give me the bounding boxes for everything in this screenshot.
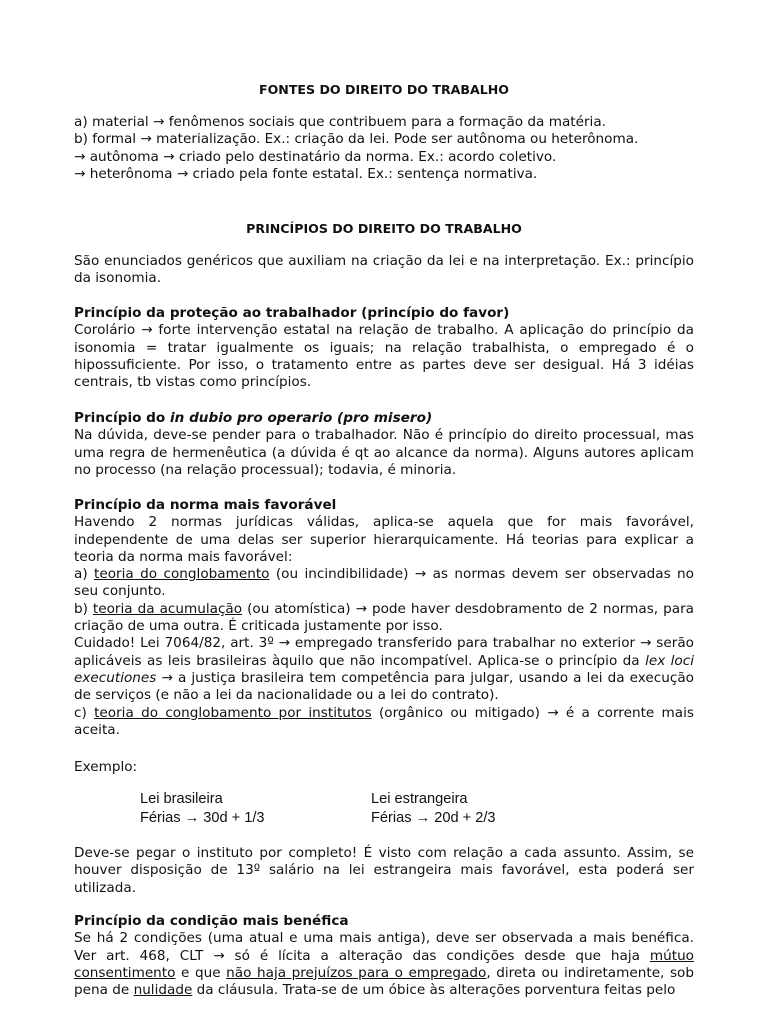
teoria-institutos-term: teoria do conglobamento por institutos [94, 704, 372, 721]
section-protecao [74, 305, 694, 391]
condicao-text-part4: da cláusula. Trata-se de um óbice às alterações porventura feitas pelo [192, 982, 676, 999]
lei-estrangeira-title: Lei estrangeira [371, 791, 468, 807]
lei-brasileira-title: Lei brasileira [140, 791, 223, 807]
norma-cuidado [74, 635, 694, 703]
protecao-heading: Princípio da proteção ao trabalhador (princípio do favor) [74, 305, 510, 321]
fontes-list [74, 114, 694, 183]
protecao-text: Corolário → forte intervenção estatal na relação de trabalho. A aplicação do princípio da isonomia = tratar igualmente os iguais; na relação trabalhista, o empregado é o hipossuficiente. Por isso, o tratamento entre as partes deve ser desigual. Há 3 idéias centrais, tb vistas como princípios. [74, 322, 694, 391]
fontes-title: FONTES DO DIREITO DO TRABALHO [258, 82, 510, 97]
norma-item-c-prefix: c) [74, 704, 95, 721]
norma-conclusion: Deve-se pegar o instituto por completo! É visto com relação a cada assunto. Assim, se houver disposição de 13º salário na lei estrangeira mais favorável, esta poderá ser utilizada. [74, 845, 694, 896]
in-dubio-text: Na dúvida, deve-se pender para o trabalhador. Não é princípio do direito processual, mas uma regra de hermenêutica (a dúvida é qt ao alcance da norma). Alguns autores aplicam no processo (na relação processual); todavia, é minoria. [74, 427, 694, 478]
section-in-dubio [74, 410, 694, 479]
norma-item-b-rest: (ou atomística) → pode haver desdobramento de 2 normas, para criação de uma outra. É criticada justamente por isso. [74, 600, 694, 635]
norma-item-a-rest: (ou incindibilidade) → as normas devem ser observadas no seu conjunto. [74, 566, 694, 600]
exemplo-label: Exemplo: [74, 759, 138, 775]
norma-cuidado-part1: Cuidado! Lei 7064/82, art. 3º → empregado transferido para trabalhar no exterior → serão aplicáveis as leis brasileiras àquilo que não incompatível. Aplica-se o princípio da [74, 635, 694, 669]
fontes-item-material: a) material → fenômenos sociais que contribuem para a formação da matéria. [74, 114, 606, 130]
norma-item-c-rest: (orgânico ou mitigado) → é a corrente mais aceita. [74, 704, 694, 738]
norma-item-b-prefix: b) [74, 600, 93, 617]
section-norma-favoravel [74, 497, 694, 739]
lex-loci-term: lex loci executiones [74, 652, 695, 686]
example-lei-brasileira [140, 790, 265, 827]
condicao-heading: Princípio da condição mais benéfica [74, 913, 349, 929]
fontes-item-heteronoma: → heterônoma → criado pela fonte estatal. Ex.: sentença normativa. [74, 165, 538, 182]
teoria-conglobamento-term: teoria do conglobamento [94, 566, 270, 583]
lei-brasileira-ferias: Férias → 30d + 1/3 [140, 809, 265, 826]
lei-estrangeira-ferias: Férias → 20d + 2/3 [371, 809, 496, 826]
nao-haja-prejuizos-term: não haja prejuízos para o empregado [226, 964, 487, 981]
norma-item-a [74, 566, 694, 599]
norma-intro: Havendo 2 normas jurídicas válidas, aplica-se aquela que for mais favorável, independente de uma delas ser superior hierarquicamente. Há teorias para explicar a teoria da norma mais favorável: [74, 514, 694, 565]
in-dubio-heading-italic: in dubio pro operario (pro misero) [170, 410, 433, 426]
in-dubio-heading-prefix: Princípio do [74, 410, 170, 426]
example-lei-estrangeira [371, 790, 496, 827]
teoria-acumulacao-term: teoria da acumulação [92, 600, 243, 617]
norma-heading: Princípio da norma mais favorável [74, 497, 337, 513]
principios-intro: São enunciados genéricos que auxiliam na criação da lei e na interpretação. Ex.: princípio da isonomia. [74, 253, 694, 287]
condicao-text-part1: Se há 2 condições (uma atual e uma mais antiga), deve ser observada a mais benéfica. Ver art. 468, CLT → só é lícita a alteração das condições desde que haja [74, 930, 694, 964]
norma-item-b [74, 601, 694, 634]
section-condicao-benefica [74, 913, 694, 999]
norma-cuidado-part2: → a justiça brasileira tem competência para julgar, usando a lei da execução de serviços (e não a lei da nacionalidade ou a lei do contrato). [74, 669, 694, 704]
nulidade-term: nulidade [133, 982, 193, 999]
fontes-item-formal: b) formal → materialização. Ex.: criação da lei. Pode ser autônoma ou heterônoma. [74, 131, 639, 148]
condicao-text-part3: , direta ou indiretamente, sob pena de [74, 964, 694, 999]
norma-item-c [74, 705, 694, 738]
condicao-text-part2: e que [175, 964, 227, 981]
in-dubio-heading [74, 410, 694, 427]
fontes-item-autonoma: → autônoma → criado pelo destinatário da norma. Ex.: acordo coletivo. [74, 148, 557, 165]
mutuo-consentimento-term: mútuo consentimento [74, 947, 694, 981]
norma-item-a-prefix: a) [74, 566, 95, 583]
principios-title: PRINCÍPIOS DO DIREITO DO TRABALHO [246, 221, 522, 236]
